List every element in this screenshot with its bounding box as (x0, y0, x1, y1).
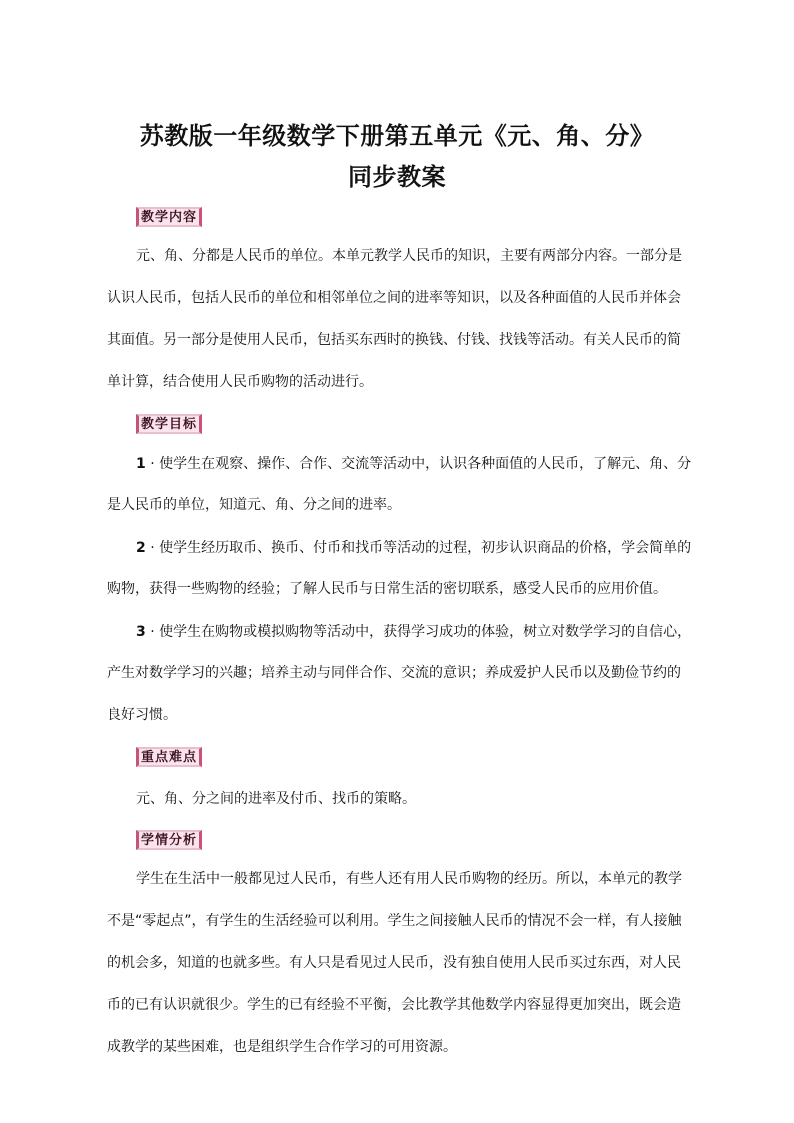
content-paragraph-line-4: 单计算，结合使用人民币购物的活动进行。 (107, 374, 373, 390)
goal-item-2-line-2: 购物，获得一些购物的经验；了解人民币与日常生活的密切联系，感受人民币的应用价值。 (107, 581, 667, 597)
goal-item-3-line-3: 良好习惯。 (107, 707, 177, 723)
analysis-paragraph-line-2: 不是“零起点”，有学生的生活经验可以利用。学生之间接触人民币的情况不会一样，有人接触 (107, 913, 682, 929)
document-title-line-1: 苏教版一年级数学下册第五单元《元、角、分》 (139, 121, 655, 150)
goal-item-1-line-1 (136, 454, 720, 474)
goal-item-1-line-2: 是人民币的单位，知道元、角、分之间的进率。 (107, 497, 401, 513)
content-paragraph-line-2: 认识人民币，包括人民币的单位和相邻单位之间的进率等知识，以及各种面值的人民币并体会 (107, 290, 681, 306)
analysis-paragraph-line-4: 币的已有认识就很少。学生的已有经验不平衡，会比教学其他数学内容显得更加突出，既会造 (107, 997, 681, 1013)
goal-item-3-line-1 (136, 622, 720, 642)
keypoints-line-1: 元、角、分之间的进率及付币、找币的策略。 (136, 791, 416, 807)
goal-item-2-number: 2 (136, 540, 146, 556)
goal-item-3-number: 3 (136, 624, 146, 640)
goal-item-3-text: · 使学生在购物或模拟购物等活动中，获得学习成功的体验，树立对数学学习的自信心， (145, 624, 692, 640)
content-paragraph-line-3: 其面值。另一部分是使用人民币，包括买东西时的换钱、付钱、找钱等活动。有关人民币的简 (107, 332, 681, 348)
document-title-line-2: 同步教案 (348, 162, 446, 191)
analysis-paragraph-line-1: 学生在生活中一般都见过人民币，有些人还有用人民币购物的经历。所以，本单元的教学 (136, 871, 682, 887)
section-heading-keypoints: 重点难点 (136, 747, 202, 767)
section-heading-analysis: 学情分析 (136, 830, 202, 850)
goal-item-1-text: · 使学生在观察、操作、合作、交流等活动中，认识各种面值的人民币，了解元、角、分 (145, 456, 692, 472)
analysis-paragraph-line-3: 的机会多，知道的也就多些。有人只是看见过人民币，没有独自使用人民币买过东西，对人民 (107, 955, 681, 971)
analysis-paragraph-line-5: 成教学的某些困难，也是组织学生合作学习的可用资源。 (107, 1039, 457, 1055)
section-heading-content: 教学内容 (136, 207, 202, 227)
goal-item-2-text: · 使学生经历取币、换币、付币和找币等活动的过程，初步认识商品的价格，学会简单的 (145, 540, 692, 556)
goal-item-1-number: 1 (136, 456, 146, 472)
goal-item-2-line-1 (136, 538, 720, 558)
goal-item-3-line-2: 产生对数学学习的兴趣；培养主动与同伴合作、交流的意识；养成爱护人民币以及勤俭节约的 (107, 665, 681, 681)
content-paragraph-line-1: 元、角、分都是人民币的单位。本单元教学人民币的知识，主要有两部分内容。一部分是 (136, 248, 682, 264)
section-heading-goals: 教学目标 (136, 414, 202, 434)
